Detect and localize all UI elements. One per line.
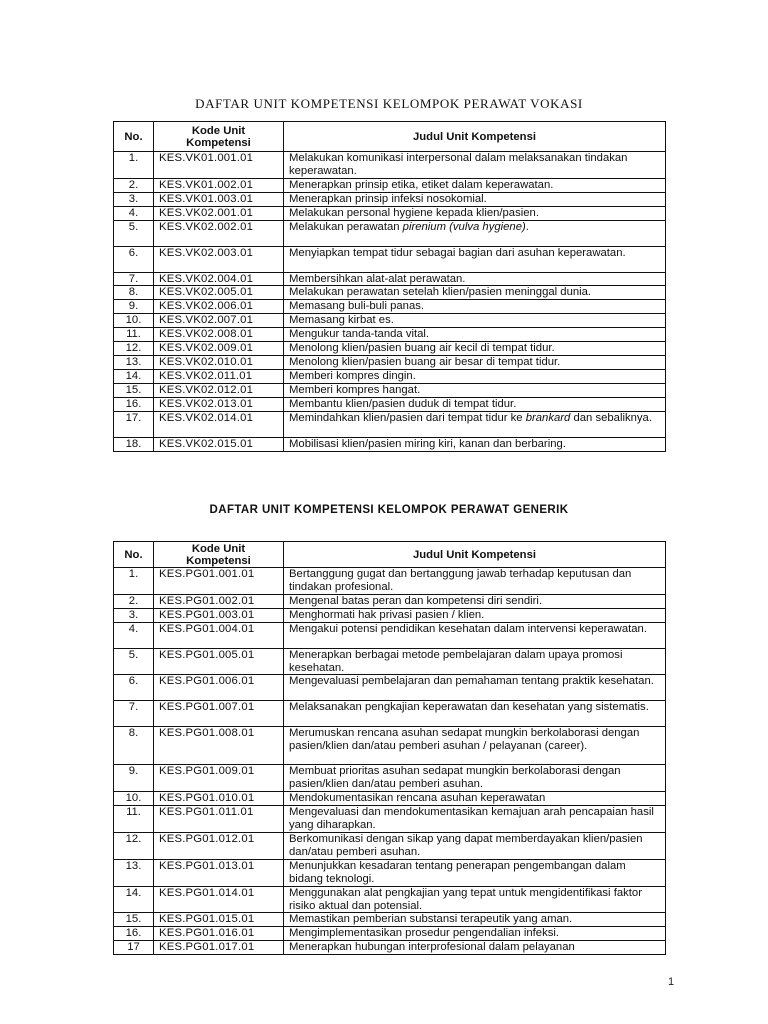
row-number: 4. bbox=[114, 206, 154, 220]
unit-code: KES.VK02.012.01 bbox=[154, 383, 284, 397]
unit-code: KES.PG01.006.01 bbox=[154, 675, 284, 701]
unit-title: Memberi kompres hangat. bbox=[284, 383, 666, 397]
table-row bbox=[114, 220, 666, 246]
unit-code: KES.VK02.015.01 bbox=[154, 437, 284, 451]
header-no: No. bbox=[114, 122, 154, 152]
unit-code: KES.PG01.016.01 bbox=[154, 927, 284, 941]
table-body-generik bbox=[114, 568, 666, 955]
row-number: 13. bbox=[114, 859, 154, 886]
table-row bbox=[114, 437, 666, 451]
unit-code: KES.PG01.010.01 bbox=[154, 792, 284, 806]
unit-code: KES.VK02.001.01 bbox=[154, 206, 284, 220]
table-row bbox=[114, 152, 666, 179]
unit-title: Mengevaluasi pembelajaran dan pemahaman tentang praktik kesehatan. bbox=[284, 675, 666, 701]
row-number: 2. bbox=[114, 178, 154, 192]
unit-title: Menolong klien/pasien buang air besar di tempat tidur. bbox=[284, 355, 666, 369]
row-number: 7. bbox=[114, 701, 154, 727]
unit-code: KES.PG01.014.01 bbox=[154, 886, 284, 913]
unit-title: Menunjukkan kesadaran tentang penerapan pengembangan dalam bidang teknologi. bbox=[284, 859, 666, 886]
row-number: 14. bbox=[114, 886, 154, 913]
unit-title: Mengevaluasi dan mendokumentasikan kemajuan arah pencapaian hasil yang diharapkan. bbox=[284, 806, 666, 833]
unit-title: Menerapkan berbagai metode pembelajaran dalam upaya promosi kesehatan. bbox=[284, 648, 666, 675]
row-number: 16. bbox=[114, 927, 154, 941]
row-number: 3. bbox=[114, 608, 154, 622]
row-number: 2. bbox=[114, 594, 154, 608]
table-row bbox=[114, 568, 666, 595]
table-row bbox=[114, 832, 666, 859]
unit-code: KES.PG01.004.01 bbox=[154, 622, 284, 648]
title-vokasi: DAFTAR UNIT KOMPETENSI KELOMPOK PERAWAT VOKASI bbox=[195, 96, 583, 111]
unit-title: Mengukur tanda-tanda vital. bbox=[284, 328, 666, 342]
unit-code: KES.PG01.001.01 bbox=[154, 568, 284, 595]
table-row bbox=[114, 648, 666, 675]
unit-code: KES.PG01.015.01 bbox=[154, 913, 284, 927]
unit-code: KES.VK02.002.01 bbox=[154, 220, 284, 246]
unit-title: Melaksanakan pengkajian keperawatan dan kesehatan yang sistematis. bbox=[284, 701, 666, 727]
unit-title: Menggunakan alat pengkajian yang tepat untuk mengidentifikasi faktor risiko aktual dan potensial. bbox=[284, 886, 666, 913]
row-number: 1. bbox=[114, 152, 154, 179]
unit-code: KES.PG01.013.01 bbox=[154, 859, 284, 886]
unit-title: Mengakui potensi pendidikan kesehatan dalam intervensi keperawatan. bbox=[284, 622, 666, 648]
table-row bbox=[114, 328, 666, 342]
unit-title: Melakukan personal hygiene kepada klien/pasien. bbox=[284, 206, 666, 220]
table-row bbox=[114, 272, 666, 286]
unit-code: KES.VK02.011.01 bbox=[154, 369, 284, 383]
unit-title: Menghormati hak privasi pasien / klien. bbox=[284, 608, 666, 622]
unit-code: KES.VK02.009.01 bbox=[154, 342, 284, 356]
row-number: 6. bbox=[114, 675, 154, 701]
row-number: 5. bbox=[114, 220, 154, 246]
table-row bbox=[114, 622, 666, 648]
table-row bbox=[114, 608, 666, 622]
unit-code: KES.VK02.008.01 bbox=[154, 328, 284, 342]
unit-title: Memberi kompres dingin. bbox=[284, 369, 666, 383]
unit-title: Memasang kirbat es. bbox=[284, 314, 666, 328]
table-row bbox=[114, 941, 666, 955]
unit-title: Mengenal batas peran dan kompetensi diri sendiri. bbox=[284, 594, 666, 608]
table-row bbox=[114, 246, 666, 272]
row-number: 5. bbox=[114, 648, 154, 675]
table-row bbox=[114, 206, 666, 220]
header-no: No. bbox=[114, 542, 154, 568]
unit-code: KES.VK02.014.01 bbox=[154, 411, 284, 437]
row-number: 11. bbox=[114, 328, 154, 342]
row-number: 17. bbox=[114, 411, 154, 437]
header-kode-line2: Kompetensi bbox=[186, 136, 251, 149]
unit-title: Menerapkan prinsip etika, etiket dalam keperawatan. bbox=[284, 178, 666, 192]
unit-title: Melakukan perawatan setelah klien/pasien meninggal dunia. bbox=[284, 286, 666, 300]
header-judul: Judul Unit Kompetensi bbox=[284, 122, 666, 152]
header-row bbox=[114, 122, 666, 152]
unit-title: Memasang buli-buli panas. bbox=[284, 300, 666, 314]
row-number: 11. bbox=[114, 806, 154, 833]
unit-title bbox=[284, 220, 666, 246]
unit-title-text: Melakukan perawatan bbox=[289, 220, 403, 233]
table-vokasi bbox=[113, 121, 666, 452]
table-row bbox=[114, 286, 666, 300]
unit-title-text: Memindahkan klien/pasien dari tempat tidur ke bbox=[289, 411, 526, 424]
unit-code: KES.PG01.012.01 bbox=[154, 832, 284, 859]
table-row bbox=[114, 913, 666, 927]
table-row bbox=[114, 178, 666, 192]
table-row bbox=[114, 765, 666, 792]
unit-title: Mobilisasi klien/pasien miring kiri, kanan dan berbaring. bbox=[284, 437, 666, 451]
unit-code: KES.PG01.007.01 bbox=[154, 701, 284, 727]
unit-title: Melakukan komunikasi interpersonal dalam melaksanakan tindakan keperawatan. bbox=[284, 152, 666, 179]
header-kode-line1: Kode Unit bbox=[191, 124, 246, 137]
unit-code: KES.VK02.007.01 bbox=[154, 314, 284, 328]
table-row bbox=[114, 859, 666, 886]
row-number: 3. bbox=[114, 192, 154, 206]
table-row bbox=[114, 355, 666, 369]
table-row bbox=[114, 886, 666, 913]
unit-code: KES.VK01.002.01 bbox=[154, 178, 284, 192]
row-number: 18. bbox=[114, 437, 154, 451]
unit-title: Mendokumentasikan rencana asuhan keperawatan bbox=[284, 792, 666, 806]
table-row bbox=[114, 594, 666, 608]
title-generik: DAFTAR UNIT KOMPETENSI KELOMPOK PERAWAT GENERIK bbox=[209, 504, 569, 516]
row-number: 13. bbox=[114, 355, 154, 369]
table-row bbox=[114, 300, 666, 314]
table-row bbox=[114, 369, 666, 383]
row-number: 1. bbox=[114, 568, 154, 595]
unit-code: KES.PG01.011.01 bbox=[154, 806, 284, 833]
table-row bbox=[114, 701, 666, 727]
header-kode-line2: Kompetensi bbox=[186, 554, 251, 567]
unit-code: KES.VK02.005.01 bbox=[154, 286, 284, 300]
unit-title-text: . bbox=[525, 220, 529, 233]
row-number: 9. bbox=[114, 765, 154, 792]
table-row bbox=[114, 314, 666, 328]
unit-code: KES.VK01.003.01 bbox=[154, 192, 284, 206]
unit-title: Merumuskan rencana asuhan sedapat mungkin berkolaborasi dengan pasien/klien dan/atau pemberi asuhan / pelayanan (career). bbox=[284, 727, 666, 765]
table-generik bbox=[113, 541, 666, 955]
table-row bbox=[114, 806, 666, 833]
unit-code: KES.VK02.004.01 bbox=[154, 272, 284, 286]
unit-code: KES.VK02.003.01 bbox=[154, 246, 284, 272]
unit-title: Membersihkan alat-alat perawatan. bbox=[284, 272, 666, 286]
unit-title: Menolong klien/pasien buang air kecil di tempat tidur. bbox=[284, 342, 666, 356]
unit-title: Bertanggung gugat dan bertanggung jawab terhadap keputusan dan tindakan profesional. bbox=[284, 568, 666, 595]
unit-code: KES.VK02.010.01 bbox=[154, 355, 284, 369]
header-kode-line1: Kode Unit bbox=[191, 542, 246, 555]
row-number: 10. bbox=[114, 792, 154, 806]
table-row bbox=[114, 383, 666, 397]
row-number: 6. bbox=[114, 246, 154, 272]
header-row bbox=[114, 542, 666, 568]
table-row bbox=[114, 397, 666, 411]
unit-code: KES.PG01.002.01 bbox=[154, 594, 284, 608]
table-row bbox=[114, 342, 666, 356]
table-row bbox=[114, 411, 666, 437]
unit-code: KES.VK02.006.01 bbox=[154, 300, 284, 314]
unit-title: Membuat prioritas asuhan sedapat mungkin berkolaborasi dengan pasien/klien dan/atau pemberi asuhan. bbox=[284, 765, 666, 792]
unit-code: KES.VK02.013.01 bbox=[154, 397, 284, 411]
row-number: 10. bbox=[114, 314, 154, 328]
unit-title-italic: brankard bbox=[525, 411, 571, 424]
unit-title: Memastikan pemberian substansi terapeutik yang aman. bbox=[284, 913, 666, 927]
table-row bbox=[114, 927, 666, 941]
unit-code: KES.PG01.017.01 bbox=[154, 941, 284, 955]
table-body-vokasi bbox=[114, 152, 666, 452]
row-number: 16. bbox=[114, 397, 154, 411]
unit-title bbox=[284, 411, 666, 437]
page-number: 1 bbox=[668, 976, 675, 988]
header-judul: Judul Unit Kompetensi bbox=[284, 542, 666, 568]
row-number: 8. bbox=[114, 727, 154, 765]
table-row bbox=[114, 192, 666, 206]
unit-title: Berkomunikasi dengan sikap yang dapat memberdayakan klien/pasien dan/atau pemberi asuhan. bbox=[284, 832, 666, 859]
table-row bbox=[114, 727, 666, 765]
unit-title-text: dan sebaliknya. bbox=[570, 411, 652, 424]
row-number: 4. bbox=[114, 622, 154, 648]
unit-code: KES.PG01.008.01 bbox=[154, 727, 284, 765]
row-number: 15. bbox=[114, 383, 154, 397]
row-number: 9. bbox=[114, 300, 154, 314]
table-row bbox=[114, 792, 666, 806]
row-number: 7. bbox=[114, 272, 154, 286]
unit-title: Menyiapkan tempat tidur sebagai bagian dari asuhan keperawatan. bbox=[284, 246, 666, 272]
header-kode bbox=[154, 542, 284, 568]
unit-title: Membantu klien/pasien duduk di tempat tidur. bbox=[284, 397, 666, 411]
unit-title: Menerapkan hubungan interprofesional dalam pelayanan bbox=[284, 941, 666, 955]
unit-title-italic: pirenium (vulva hygiene) bbox=[402, 220, 526, 233]
row-number: 17 bbox=[114, 941, 154, 955]
row-number: 15. bbox=[114, 913, 154, 927]
unit-title: Menerapkan prinsip infeksi nosokomial. bbox=[284, 192, 666, 206]
unit-code: KES.PG01.005.01 bbox=[154, 648, 284, 675]
header-kode bbox=[154, 122, 284, 152]
row-number: 12. bbox=[114, 342, 154, 356]
row-number: 14. bbox=[114, 369, 154, 383]
unit-code: KES.PG01.009.01 bbox=[154, 765, 284, 792]
unit-code: KES.VK01.001.01 bbox=[154, 152, 284, 179]
row-number: 12. bbox=[114, 832, 154, 859]
unit-title: Mengimplementasikan prosedur pengendalian infeksi. bbox=[284, 927, 666, 941]
unit-code: KES.PG01.003.01 bbox=[154, 608, 284, 622]
table-row bbox=[114, 675, 666, 701]
row-number: 8. bbox=[114, 286, 154, 300]
